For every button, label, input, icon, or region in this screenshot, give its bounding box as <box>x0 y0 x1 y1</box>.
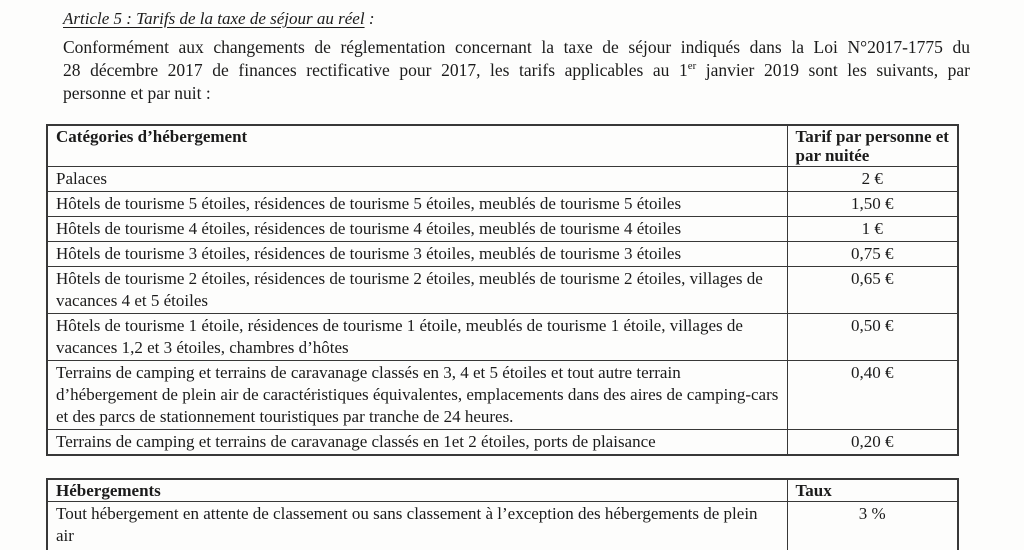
category-cell: Palaces <box>47 167 787 192</box>
article-title-colon: : <box>364 9 375 28</box>
header-tarif: Tarif par personne et par nuitée <box>787 125 958 167</box>
table-row <box>47 242 958 267</box>
table-row <box>47 502 958 550</box>
intro-line-2 <box>63 59 970 82</box>
table-row <box>47 361 958 430</box>
intro-line-2-end: janvier 2019 sont les suivants, par <box>696 60 971 80</box>
tarif-cell: 0,65 € <box>787 267 958 314</box>
table-row <box>47 267 958 314</box>
classification-table-header-row <box>47 479 958 502</box>
category-cell: Terrains de camping et terrains de caravanage classés en 3, 4 et 5 étoiles et tout autre terrain d’hébergement de plein air de caractéristiques équivalentes, emplacements dans des aires de camping-cars et des parcs de stationnement touristiques par tranche de 24 heures. <box>47 361 787 430</box>
intro-line-1: Conformément aux changements de réglementation concernant la taxe de séjour indiqués dans la Loi N°2017-1775 du <box>63 37 970 57</box>
article-title <box>63 8 1024 30</box>
classification-table <box>46 478 959 550</box>
category-cell: Terrains de camping et terrains de caravanage classés en 1et 2 étoiles, ports de plaisance <box>47 430 787 456</box>
table-row <box>47 430 958 456</box>
category-cell: Hôtels de tourisme 5 étoiles, résidences de tourisme 5 étoiles, meublés de tourisme 5 étoiles <box>47 192 787 217</box>
header-hebergements: Hébergements <box>47 479 787 502</box>
tariff-table-header-row <box>47 125 958 167</box>
tarif-cell: 2 € <box>787 167 958 192</box>
category-cell: Hôtels de tourisme 1 étoile, résidences de tourisme 1 étoile, meublés de tourisme 1 étoile, villages de vacances 1,2 et 3 étoiles, chambres d’hôtes <box>47 314 787 361</box>
tarif-cell: 0,75 € <box>787 242 958 267</box>
table-row <box>47 192 958 217</box>
table-row <box>47 167 958 192</box>
tarif-cell: 1,50 € <box>787 192 958 217</box>
intro-paragraph <box>63 36 970 105</box>
category-cell: Tout hébergement en attente de classement ou sans classement à l’exception des hébergements de plein air <box>47 502 787 550</box>
header-categories: Catégories d’hébergement <box>47 125 787 167</box>
ordinal-superscript: er <box>687 60 697 73</box>
intro-line-2-start: 28 décembre 2017 de finances rectificative pour 2017, les tarifs applicables au 1 <box>63 60 688 80</box>
category-cell: Hôtels de tourisme 4 étoiles, résidences de tourisme 4 étoiles, meublés de tourisme 4 étoiles <box>47 217 787 242</box>
tarif-cell: 0,50 € <box>787 314 958 361</box>
article-title-text: Article 5 : Tarifs de la taxe de séjour au réel <box>63 9 365 28</box>
tariff-table <box>46 124 959 456</box>
category-cell: Hôtels de tourisme 3 étoiles, résidences de tourisme 3 étoiles, meublés de tourisme 3 étoiles <box>47 242 787 267</box>
tarif-cell: 1 € <box>787 217 958 242</box>
tarif-cell: 0,40 € <box>787 361 958 430</box>
intro-line-3: personne et par nuit : <box>63 83 211 103</box>
tarif-cell: 0,20 € <box>787 430 958 456</box>
table-row <box>47 314 958 361</box>
category-cell: Hôtels de tourisme 2 étoiles, résidences de tourisme 2 étoiles, meublés de tourisme 2 étoiles, villages de vacances 4 et 5 étoiles <box>47 267 787 314</box>
table-row <box>47 217 958 242</box>
taux-cell: 3 % <box>787 502 958 550</box>
header-taux: Taux <box>787 479 958 502</box>
